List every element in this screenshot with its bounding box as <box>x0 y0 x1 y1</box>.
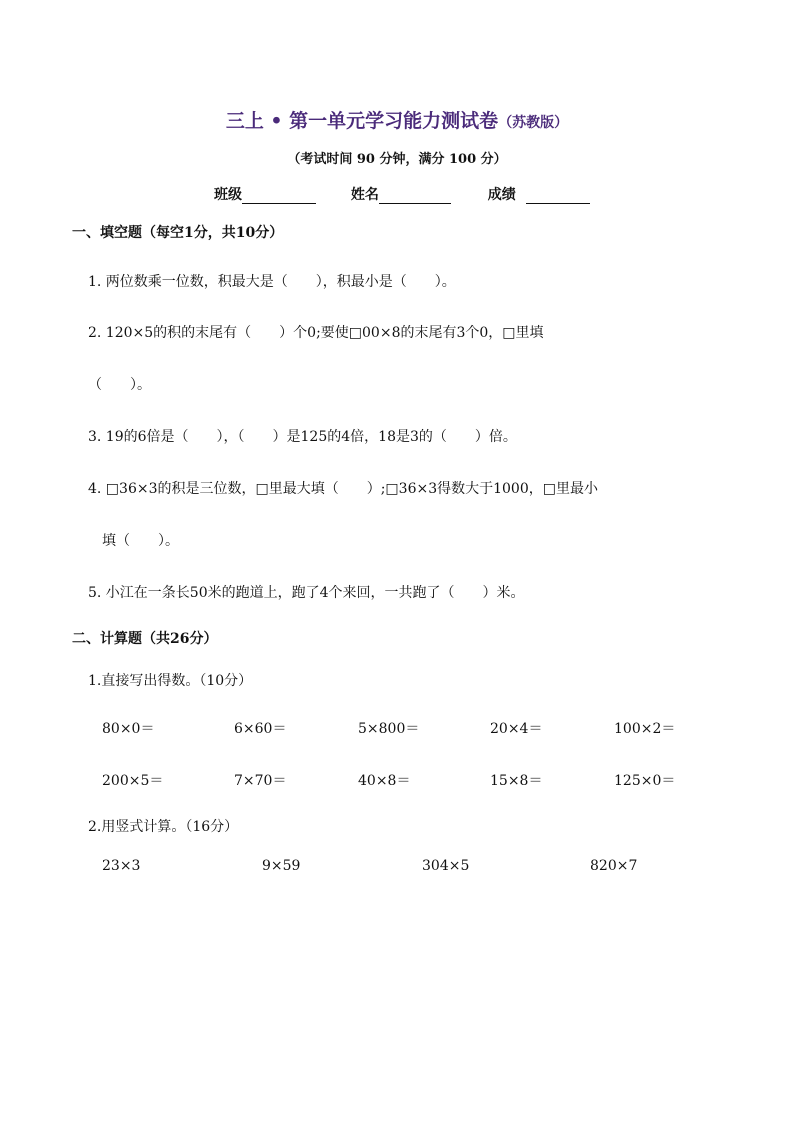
vertical-calc-item: 304×5 <box>422 858 470 874</box>
question-4-line1: 4. □36×3的积是三位数，□里最大填（ ）;□36×3得数大于1000，□里最小 <box>88 481 598 497</box>
question-2-line1: 2. 120×5的积的末尾有（ ）个0;要使□00×8的末尾有3个0，□里填 <box>88 325 544 341</box>
calc-item: 15×8＝ <box>490 773 543 789</box>
title-main: 三上 • 第一单元学习能力测试卷 <box>225 110 499 132</box>
part2-label: 2.用竖式计算。（16分） <box>88 819 239 835</box>
score-label: 成绩 <box>487 187 516 203</box>
score-blank[interactable] <box>526 189 590 204</box>
question-2-line2: （ ）。 <box>88 377 151 393</box>
calc-item: 5×800＝ <box>358 721 420 737</box>
student-info-fields <box>214 184 590 204</box>
calc-item: 80×0＝ <box>102 721 155 737</box>
part1-label: 1.直接写出得数。（10分） <box>88 673 253 689</box>
calc-item: 6×60＝ <box>234 721 287 737</box>
calc-item: 100×2＝ <box>614 721 676 737</box>
section1-heading: 一、填空题（每空1分，共10分） <box>72 225 284 241</box>
calc-item: 20×4＝ <box>490 721 543 737</box>
vertical-calc-item: 9×59 <box>262 858 301 874</box>
class-label: 班级 <box>214 187 242 203</box>
exam-info: （考试时间 90 分钟，满分 100 分） <box>287 152 507 167</box>
calc-item: 125×0＝ <box>614 773 676 789</box>
calc-item: 200×5＝ <box>102 773 164 789</box>
page-title <box>0 106 794 133</box>
question-1: 1. 两位数乘一位数，积最大是（ ），积最小是（ ）。 <box>88 274 456 290</box>
question-4-line2: 填（ ）。 <box>102 533 179 549</box>
calc-item: 7×70＝ <box>234 773 287 789</box>
question-5: 5. 小江在一条长50米的跑道上，跑了4个来回，一共跑了（ ）米。 <box>88 585 525 601</box>
question-3: 3. 19的6倍是（ ），（ ）是125的4倍，18是3的（ ）倍。 <box>88 429 517 445</box>
section2-heading: 二、计算题（共26分） <box>72 631 218 647</box>
title-edition: （苏教版） <box>498 115 569 131</box>
vertical-calc-item: 23×3 <box>102 858 141 874</box>
name-label: 姓名 <box>350 187 379 203</box>
name-blank[interactable] <box>379 189 451 204</box>
vertical-calc-item: 820×7 <box>590 858 638 874</box>
calc-item: 40×8＝ <box>358 773 411 789</box>
class-blank[interactable] <box>242 189 316 204</box>
